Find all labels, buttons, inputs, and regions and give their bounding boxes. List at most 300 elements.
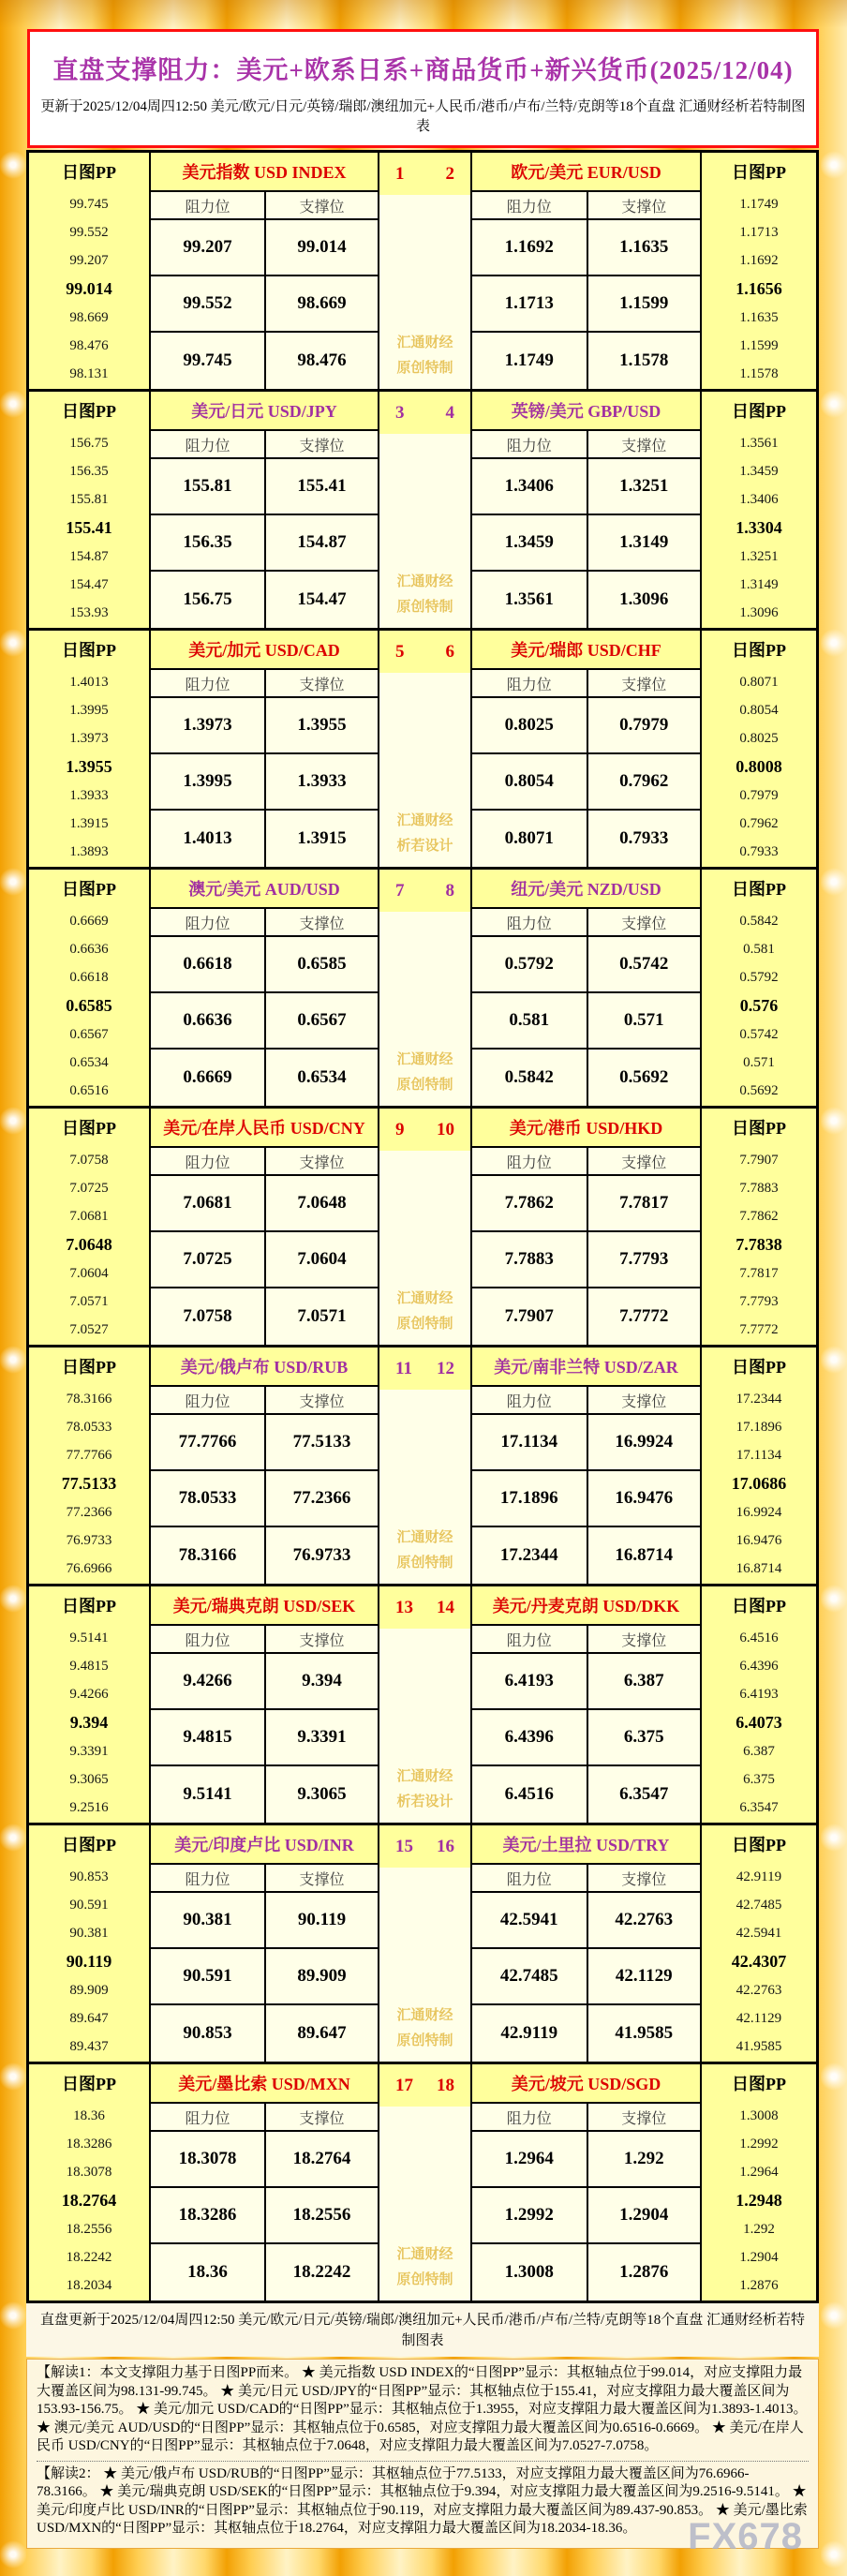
title-box [27,29,819,148]
resistance-value: 1.1692 [472,220,587,276]
resistance-value: 1.3973 [151,698,264,754]
chart-number-right: 2 [445,163,454,184]
pp-value: 9.3065 [69,1772,109,1788]
pp-values [702,2102,816,2301]
huitong-watermark [379,1287,470,1337]
chart-number-left: 1 [395,163,405,184]
pp-value: 90.381 [69,1926,109,1942]
chart-number-right: 16 [437,1836,454,1856]
resistance-value: 18.36 [187,2262,228,2282]
pp-header-label: 日图PP [732,641,786,660]
pp-value: 0.6534 [69,1055,109,1071]
chart-number-left: 7 [395,880,405,901]
pp-value: 18.3078 [66,2165,112,2181]
support-label: 支撑位 [587,670,701,698]
pp-pivot-value: 155.41 [66,518,112,538]
chart-number-column [379,870,470,1106]
pp-value: 16.8714 [736,1561,782,1577]
support-value: 1.1635 [587,220,701,276]
pp-column-left [29,1348,149,1584]
pp-value: 9.5141 [69,1630,109,1645]
pp-value: 0.6618 [69,970,109,986]
support-label: 支撑位 [264,1387,378,1415]
resistance-value: 77.7766 [151,1415,264,1471]
resistance-value: 1.3561 [504,589,554,609]
pp-pivot-value: 1.2948 [736,2191,782,2211]
pp-header-label: 日图PP [62,1119,116,1138]
chart-number-column [379,1109,470,1345]
pp-pivot-value: 0.6585 [66,996,112,1016]
support-value: 7.0571 [264,1288,378,1345]
support-label: 支撑位 [587,1148,701,1176]
pp-pivot-value: 1.1656 [736,279,782,299]
pp-value: 42.2763 [736,1982,782,1998]
pp-value: 18.3286 [66,2136,112,2152]
resistance-value: 42.7485 [472,1949,587,2005]
resistance-value: 90.853 [183,2023,232,2043]
pp-column-right [702,1586,816,1823]
currency-band [29,392,816,631]
pair-header: 澳元/美元 AUD/USD [151,870,378,909]
resistance-value: 1.1713 [472,276,587,333]
pp-value: 99.207 [69,253,109,269]
pair-header: 美元/俄卢布 USD/RUB [151,1348,378,1387]
chart-number-column [379,153,470,389]
pp-value: 6.4396 [739,1658,779,1674]
huitong-watermark [379,2242,470,2293]
resistance-value: 156.35 [151,515,264,572]
chart-number-left: 13 [395,1597,413,1617]
pp-column-left [29,153,149,389]
pp-column-right [702,1348,816,1584]
pp-header-label: 日图PP [62,1597,116,1616]
pair-table-left [149,1825,379,2062]
pp-value: 1.3008 [739,2107,779,2123]
chart-number-left: 5 [395,641,405,662]
support-value: 0.7962 [587,754,701,811]
chart-number-column [379,631,470,867]
support-label: 支撑位 [264,1148,378,1176]
pp-pivot-value: 90.119 [66,1952,112,1972]
pp-column-right [702,870,816,1106]
chart-numbers [379,631,470,673]
pp-value: 1.2904 [739,2250,779,2266]
pp-column-right [702,153,816,389]
pair-header: 美元/日元 USD/JPY [151,392,378,431]
support-label: 支撑位 [264,1865,378,1893]
support-value: 1.3915 [264,811,378,867]
resistance-label: 阻力位 [151,909,264,937]
support-value: 16.9924 [587,1415,701,1471]
pp-value: 1.3915 [69,816,109,832]
pp-value: 1.3251 [739,548,779,564]
resistance-value: 1.1749 [504,350,554,370]
resistance-label: 阻力位 [472,670,587,698]
watermark-line-2: 原创特制 [396,361,453,376]
support-value: 77.2366 [264,1471,378,1527]
support-value: 16.9476 [587,1471,701,1527]
pp-values [702,1146,816,1345]
support-value: 89.647 [264,2005,378,2062]
support-label: 支撑位 [587,2104,701,2132]
pp-header-label: 日图PP [732,1597,786,1616]
pair-header: 美元/土里拉 USD/TRY [472,1825,700,1865]
pp-pivot-value: 9.394 [69,1713,109,1733]
pp-header-label: 日图PP [62,2075,116,2093]
resistance-value: 9.4266 [151,1654,264,1710]
pp-value: 1.3995 [69,702,109,718]
resistance-value: 7.7907 [504,1306,554,1326]
support-value: 98.476 [264,333,378,389]
support-value: 1.1599 [587,276,701,333]
chart-numbers [379,1586,470,1629]
resistance-value: 99.552 [151,276,264,333]
pp-header-label: 日图PP [62,641,116,660]
pp-value: 0.8071 [739,674,779,690]
resistance-value: 7.0725 [151,1232,264,1288]
chart-numbers [379,2064,470,2107]
pair-table-right [470,1348,702,1584]
pp-value: 1.292 [743,2221,775,2237]
resistance-value: 6.4516 [504,1784,554,1804]
resistance-value: 0.8071 [504,828,554,848]
resistance-value: 0.6618 [151,937,264,993]
pair-header: 美元/坡元 USD/SGD [472,2064,700,2104]
pp-header-label: 日图PP [732,163,786,182]
chart-numbers [379,1109,470,1151]
watermark-line-1: 汇通财经 [396,335,453,350]
support-label: 支撑位 [587,1626,701,1654]
watermark-line-2: 析若设计 [396,839,453,854]
page-subtitle: 更新于2025/12/04周四12:50 美元/欧元/日元/英镑/瑞郎/澳纽加元+人民币/港币/卢布/兰特/克朗等18个直盘 汇通财经析若特制图表 [40,99,806,134]
pp-column-left [29,870,149,1106]
pp-values [702,1863,816,2062]
watermark-line-1: 汇通财经 [396,1769,453,1784]
support-value: 42.2763 [587,1893,701,1949]
pp-pivot-value: 1.3304 [736,518,782,538]
pp-header-label: 日图PP [732,880,786,899]
resistance-value: 42.5941 [472,1893,587,1949]
watermark-line-1: 汇通财经 [396,574,453,589]
chart-number-right: 18 [437,2075,454,2095]
chart-numbers [379,153,470,195]
pp-column-right [702,631,816,867]
support-value: 154.87 [264,515,378,572]
pp-value: 1.3973 [69,731,109,747]
pp-value: 16.9924 [736,1504,782,1520]
support-value: 89.909 [264,1949,378,2005]
pair-header: 欧元/美元 EUR/USD [472,153,700,192]
chart-numbers [379,392,470,434]
pp-value: 98.476 [69,338,109,354]
pp-value: 1.3406 [739,492,779,508]
pp-header-label: 日图PP [732,2075,786,2093]
pair-table-left [149,2064,379,2301]
support-value: 1.1578 [587,333,701,389]
pp-column-right [702,1825,816,2062]
pp-column-left [29,1109,149,1345]
pp-value: 153.93 [69,605,109,621]
pp-value: 7.0604 [69,1265,109,1281]
pp-value: 154.47 [69,577,109,593]
resistance-value: 1.3995 [151,754,264,811]
support-value: 0.5742 [587,937,701,993]
pp-values [702,1385,816,1584]
pp-value: 0.5742 [739,1026,779,1042]
pair-table-left [149,631,379,867]
pp-value: 7.0571 [69,1294,109,1310]
pp-values [29,668,149,867]
support-value: 98.669 [264,276,378,333]
pair-table-right [470,1109,702,1345]
resistance-label: 阻力位 [472,1865,587,1893]
resistance-label: 阻力位 [151,1865,264,1893]
pp-value: 0.5842 [739,913,779,929]
pp-value: 0.5792 [739,970,779,986]
chart-numbers [379,870,470,912]
pp-value: 42.9119 [736,1869,782,1884]
support-label: 支撑位 [264,192,378,220]
pp-value: 9.4815 [69,1658,109,1674]
pp-value: 7.7907 [739,1152,779,1168]
support-value: 9.3065 [264,1766,378,1823]
support-label: 支撑位 [587,192,701,220]
note-2: 【解读2： ★ 美元/俄卢布 USD/RUB的“日图PP”显示：其枢轴点位于77.5133，对应支撑阻力最大覆盖区间为76.6966-78.3166。 ★ 美元/瑞典克朗 USD/SEK的“日图PP”显示：其枢轴点位于9.394，对应支撑阻力最大覆盖区间为9.2516-9.5141。 ★ 美元/印度卢比 USD/INR的“日图PP”显示：其枢轴点位于90.119，对应支撑阻力最大覆盖区间为89.437-90.853。 ★ 美元/墨比索 USD/MXN的“日图PP”显示：其枢轴点位于18.2764，对应支撑阻力最大覆盖区间为18.2034-18.36。 [37,2465,808,2536]
pp-value: 76.6966 [66,1561,112,1577]
pp-values [29,1146,149,1345]
pair-table-right [470,631,702,867]
pp-value: 154.87 [69,548,109,564]
pp-values [29,1624,149,1823]
currency-band [29,1109,816,1348]
watermark-line-2: 析若设计 [396,1794,453,1809]
pp-values [29,190,149,389]
support-value: 0.6534 [264,1050,378,1106]
support-label: 支撑位 [264,670,378,698]
pp-value: 17.1896 [736,1419,782,1435]
huitong-watermark [379,331,470,381]
pp-pivot-value: 0.576 [739,996,779,1016]
pair-table-right [470,1825,702,2062]
pp-column-right [702,392,816,628]
support-value: 0.6585 [264,937,378,993]
pair-table-right [470,1586,702,1823]
pp-pivot-value: 99.014 [66,279,112,299]
pp-value: 0.6636 [69,941,109,957]
resistance-value: 0.5792 [472,937,587,993]
huitong-watermark [379,1526,470,1576]
pp-header-label: 日图PP [732,1358,786,1377]
resistance-label: 阻力位 [472,909,587,937]
resistance-value: 7.7883 [472,1232,587,1288]
pp-pivot-value: 17.0686 [731,1474,787,1494]
support-label: 支撑位 [587,909,701,937]
resistance-value: 99.745 [183,350,232,370]
support-value: 0.6567 [264,993,378,1050]
pp-value: 18.2034 [66,2278,112,2294]
support-value: 6.375 [587,1710,701,1766]
pair-header: 美元/瑞典克朗 USD/SEK [151,1586,378,1626]
pair-header: 美元指数 USD INDEX [151,153,378,192]
pp-value: 90.853 [69,1869,109,1884]
chart-number-left: 9 [395,1119,405,1139]
pp-value: 76.9733 [66,1533,112,1549]
resistance-label: 阻力位 [151,1148,264,1176]
pp-value: 78.3166 [66,1391,112,1407]
pp-pivot-value: 1.3955 [66,757,112,777]
pair-header: 美元/港币 USD/HKD [472,1109,700,1148]
pp-value: 98.131 [69,366,109,382]
pp-value: 6.387 [743,1743,775,1759]
support-label: 支撑位 [587,431,701,459]
resistance-label: 阻力位 [472,2104,587,2132]
pp-column-left [29,1586,149,1823]
footer-text: 直盘更新于2025/12/04周四12:50 美元/欧元/日元/英镑/瑞郎/澳纽加元+人民币/港币/卢布/兰特/克朗等18个直盘 汇通财经析若特制图表 [40,2312,805,2348]
currency-band [29,1586,816,1825]
pp-value: 18.2242 [66,2250,112,2266]
resistance-value: 90.381 [151,1893,264,1949]
resistance-value: 9.4815 [151,1710,264,1766]
pp-value: 1.1635 [739,309,779,325]
resistance-value: 78.0533 [151,1471,264,1527]
pp-value: 9.2516 [69,1800,109,1816]
resistance-value: 0.6636 [151,993,264,1050]
pivot-table [26,150,819,2303]
chart-numbers [379,1825,470,1868]
pp-value: 42.5941 [736,1926,782,1942]
pp-value: 1.3149 [739,577,779,593]
support-value: 76.9733 [264,1527,378,1584]
pair-header: 美元/在岸人民币 USD/CNY [151,1109,378,1148]
chart-number-right: 8 [445,880,454,901]
support-value: 154.47 [264,572,378,628]
pair-table-left [149,392,379,628]
pp-value: 1.1692 [739,253,779,269]
pp-pivot-value: 7.0648 [66,1235,112,1255]
pp-value: 9.4266 [69,1687,109,1703]
pp-value: 89.909 [69,1982,109,1998]
support-value: 1.292 [587,2132,701,2188]
pp-values [29,2102,149,2301]
pp-value: 1.3893 [69,844,109,860]
pair-table-right [470,392,702,628]
pp-pivot-value: 42.4307 [731,1952,787,1972]
support-value: 77.5133 [264,1415,378,1471]
pair-table-left [149,1109,379,1345]
resistance-value: 6.4193 [472,1654,587,1710]
support-value: 41.9585 [587,2005,701,2062]
resistance-value: 17.2344 [499,1545,558,1565]
resistance-value: 156.75 [183,589,232,609]
support-value: 42.1129 [587,1949,701,2005]
notes-box [26,2359,819,2557]
pp-header-label: 日图PP [732,402,786,421]
pp-value: 90.591 [69,1897,109,1913]
pp-column-left [29,631,149,867]
chart-numbers [379,1348,470,1390]
support-value: 9.3391 [264,1710,378,1766]
pp-value: 0.8054 [739,702,779,718]
currency-band [29,2064,816,2301]
watermark-line-1: 汇通财经 [396,1052,453,1067]
pp-value: 0.5692 [739,1083,779,1099]
resistance-value: 1.3406 [472,459,587,515]
support-value: 0.5692 [587,1050,701,1106]
chart-number-right: 10 [437,1119,454,1139]
chart-number-left: 11 [395,1358,412,1378]
chart-number-right: 12 [437,1358,454,1378]
chart-number-column [379,2064,470,2301]
support-value: 1.3096 [587,572,701,628]
resistance-value: 155.81 [151,459,264,515]
pp-value: 155.81 [69,492,109,508]
pp-value: 42.7485 [736,1897,782,1913]
resistance-value: 1.2992 [472,2188,587,2244]
pp-pivot-value: 18.2764 [61,2191,117,2211]
fx678-watermark: FX678 [688,2515,803,2557]
pp-value: 6.3547 [739,1800,779,1816]
pp-values [29,907,149,1106]
support-label: 支撑位 [264,909,378,937]
pp-value: 18.2556 [66,2221,112,2237]
resistance-value: 90.591 [151,1949,264,2005]
pp-value: 7.7817 [739,1265,779,1281]
support-value: 1.2904 [587,2188,701,2244]
pp-value: 7.0527 [69,1322,109,1338]
currency-band [29,153,816,392]
pp-column-left [29,2064,149,2301]
resistance-value: 7.0681 [151,1176,264,1232]
support-label: 支撑位 [587,1865,701,1893]
note-1: 【解读1：本文支撑阻力基于日图PP而来。 ★ 美元指数 USD INDEX的“日图PP”显示：其枢轴点位于99.014，对应支撑阻力最大覆盖区间为98.131-99.745。 ★ 美元/日元 USD/JPY的“日图PP”显示：其枢轴点位于155.41，对应支撑阻力最大覆盖区间为153.93-156.75。 ★ 美元/加元 USD/CAD的“日图PP”显示：其枢轴点位于1.3955，对应支撑阻力最大覆盖区间为1.3893-1.4013。 ★ 澳元/美元 AUD/USD的“日图PP”显示：其枢轴点位于0.6585，对应支撑阻力最大覆盖区间为0.6516-0.6669。 ★ 美元/在岸人民币 USD/CNY的“日图PP”显示：其枢轴点位于7.0648，对应支撑阻力最大覆盖区间为7.0527-7.0758。 [37,2364,809,2462]
pp-column-left [29,1825,149,2062]
pp-value: 1.2876 [739,2278,779,2294]
resistance-label: 阻力位 [472,192,587,220]
pp-header-label: 日图PP [62,163,116,182]
support-value: 9.394 [264,1654,378,1710]
pp-value: 156.35 [69,463,109,479]
pp-value: 6.375 [743,1772,775,1788]
chart-number-right: 6 [445,641,454,662]
resistance-label: 阻力位 [151,431,264,459]
support-value: 90.119 [264,1893,378,1949]
pp-pivot-value: 0.8008 [736,757,782,777]
chart-number-column [379,1825,470,2062]
resistance-value: 42.9119 [500,2023,558,2043]
chart-number-left: 3 [395,402,405,423]
watermark-line-1: 汇通财经 [396,2008,453,2023]
pp-values [702,190,816,389]
resistance-value: 6.4396 [472,1710,587,1766]
pp-value: 0.571 [743,1055,775,1071]
resistance-label: 阻力位 [151,670,264,698]
pp-value: 1.1749 [739,196,779,212]
pp-header-label: 日图PP [62,1836,116,1854]
pp-pivot-value: 6.4073 [736,1713,782,1733]
pp-value: 17.2344 [736,1391,782,1407]
pair-table-right [470,870,702,1106]
pp-value: 16.9476 [736,1533,782,1549]
pp-values [702,668,816,867]
resistance-value: 1.3459 [472,515,587,572]
currency-band [29,1348,816,1586]
support-value: 7.0604 [264,1232,378,1288]
pp-value: 98.669 [69,309,109,325]
pp-header-label: 日图PP [732,1119,786,1138]
pp-value: 0.7933 [739,844,779,860]
pp-value: 99.552 [69,224,109,240]
support-value: 7.7793 [587,1232,701,1288]
